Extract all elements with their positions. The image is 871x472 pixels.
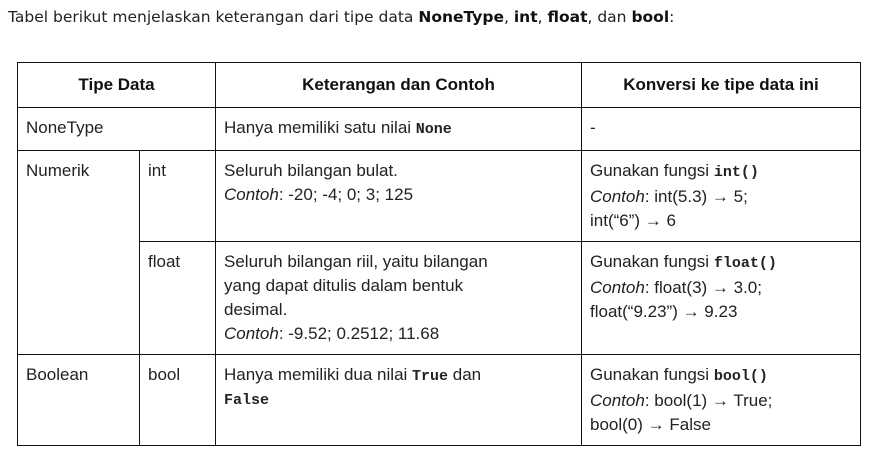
intro-sep: , — [503, 8, 514, 26]
example-values: : float(3) → 3.0; — [644, 278, 762, 297]
desc-text: Hanya memiliki satu nilai — [224, 118, 416, 137]
cell-bool-desc — [216, 355, 582, 446]
code-int: int() — [713, 164, 759, 181]
cell-bool: bool — [140, 355, 216, 446]
konv-example-2: float(“9.23”) → 9.23 — [590, 302, 738, 321]
konv-example — [590, 389, 852, 413]
example-values: : -9.52; 0.2512; 11.68 — [278, 324, 440, 343]
konv-example-2: int(“6”) → 6 — [590, 211, 676, 230]
cell-int-desc — [216, 151, 582, 242]
intro-sep: , — [537, 8, 548, 26]
example-label: Contoh — [590, 391, 645, 410]
header-konversi: Konversi ke tipe data ini — [582, 63, 861, 108]
konv-text: Gunakan fungsi — [590, 365, 714, 384]
cell-bool-konv — [582, 355, 861, 446]
desc-line: Seluruh bilangan riil, yaitu bilangan — [224, 252, 488, 271]
konv-text: Gunakan fungsi — [590, 161, 714, 180]
data-type-table — [17, 62, 861, 446]
table-row — [18, 151, 861, 242]
example-label: Contoh — [224, 324, 279, 343]
konv-text: Gunakan fungsi — [590, 252, 714, 271]
desc-line: yang dapat ditulis dalam bentuk — [224, 276, 464, 295]
table-row — [18, 355, 861, 446]
cell-nonetype-konv: - — [582, 108, 861, 151]
cell-float-desc — [216, 242, 582, 355]
code-true: True — [412, 368, 449, 385]
desc-example — [224, 322, 573, 346]
cell-numerik: Numerik — [18, 151, 140, 355]
desc-line: Seluruh bilangan bulat. — [224, 161, 398, 180]
code-none: None — [415, 121, 452, 138]
cell-boolean: Boolean — [18, 355, 140, 446]
table-row — [18, 108, 861, 151]
konv-example — [590, 185, 852, 209]
intro-sep: , dan — [587, 8, 632, 26]
cell-float: float — [140, 242, 216, 355]
code-false: False — [224, 392, 270, 409]
konv-func — [590, 159, 852, 185]
example-values: : int(5.3) → 5; — [644, 187, 748, 206]
intro-float: float — [547, 8, 588, 26]
example-values: : bool(1) → True; — [644, 391, 773, 410]
example-label: Contoh — [590, 278, 645, 297]
table-row — [18, 242, 861, 355]
desc-text: Hanya memiliki dua nilai — [224, 365, 413, 384]
header-keterangan: Keterangan dan Contoh — [216, 63, 582, 108]
intro-nonetype: NoneType — [418, 8, 504, 26]
konv-example-2: bool(0) → False — [590, 415, 711, 434]
intro-prefix: Tabel berikut menjelaskan keterangan dari tipe data — [8, 8, 419, 26]
intro-text — [8, 8, 674, 26]
cell-int-konv — [582, 151, 861, 242]
intro-suffix: : — [669, 8, 675, 26]
code-bool: bool() — [713, 368, 768, 385]
table-header-row — [18, 63, 861, 108]
cell-nonetype: NoneType — [18, 108, 216, 151]
header-tipe-data: Tipe Data — [18, 63, 216, 108]
example-label: Contoh — [590, 187, 645, 206]
konv-example — [590, 276, 852, 300]
desc-example — [224, 183, 573, 207]
cell-int: int — [140, 151, 216, 242]
example-values: : -20; -4; 0; 3; 125 — [278, 185, 414, 204]
cell-float-konv — [582, 242, 861, 355]
desc-line — [224, 363, 573, 389]
cell-nonetype-desc — [216, 108, 582, 151]
konv-func — [590, 250, 852, 276]
intro-bool: bool — [631, 8, 670, 26]
example-label: Contoh — [224, 185, 279, 204]
desc-line: desimal. — [224, 300, 288, 319]
code-float: float() — [713, 255, 777, 272]
konv-func — [590, 363, 852, 389]
intro-int: int — [513, 8, 538, 26]
desc-and: dan — [448, 365, 482, 384]
